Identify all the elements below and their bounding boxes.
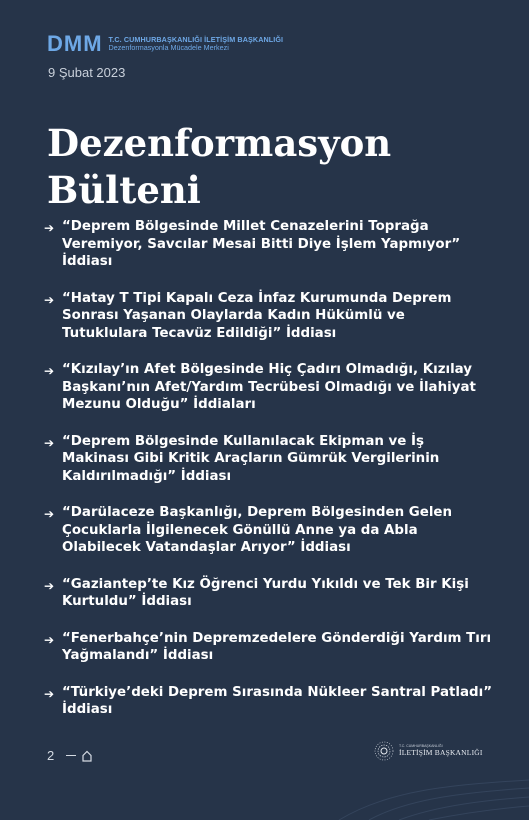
divider — [66, 755, 76, 756]
org-line-1: T.C. CUMHURBAŞKANLIĞI İLETİŞİM BAŞKANLIĞI — [108, 35, 284, 45]
iletisim-logo — [374, 741, 483, 761]
arrow-icon: ➔ — [44, 292, 55, 307]
arrow-icon: ➔ — [44, 578, 55, 593]
arrow-icon: ➔ — [44, 221, 55, 235]
claim-item — [44, 630, 504, 665]
page-footer-nav — [47, 748, 92, 763]
title-line-2: Bülteni — [47, 168, 201, 212]
page-number: 2 — [47, 748, 55, 763]
bulletin-date: 9 Şubat 2023 — [48, 65, 126, 80]
seal-icon — [374, 741, 394, 761]
dmm-logo: DMM — [47, 31, 103, 56]
claim-item — [44, 218, 504, 271]
decorative-wave — [329, 760, 529, 820]
org-line-2: Dezenformasyonla Mücadele Merkezi — [108, 43, 229, 52]
claim-text: “Kızılay’ın Afet Bölgesinde Hiç Çadırı Olmadığı, Kızılay Başkanı’nın Afet/Yardım Tecrübesi Olmadığı ve İlahiyat Mezunu Olduğu” İddiaları — [62, 362, 476, 412]
arrow-icon: ➔ — [44, 507, 55, 521]
header — [47, 33, 283, 55]
claim-item — [44, 576, 504, 611]
claim-text: “Gaziantep’te Kız Öğrenci Yurdu Yıkıldı ve Tek Bir Kişi Kurtuldu” İddiası — [62, 576, 469, 609]
arrow-icon: ➔ — [44, 364, 55, 378]
footer-org-name: İLETİŞİM BAŞKANLIĞI — [399, 747, 483, 757]
claim-item — [44, 290, 504, 343]
claim-item — [44, 504, 504, 557]
arrow-icon: ➔ — [44, 632, 55, 647]
claim-text: “Deprem Bölgesinde Kullanılacak Ekipman ve İş Makinası Gibi Kritik Araçların Gümrük Vergilerinin Kaldırılmadığı” İddiası — [62, 433, 440, 484]
page-title — [47, 120, 391, 214]
claim-item — [44, 684, 504, 719]
arrow-icon: ➔ — [44, 686, 55, 701]
claims-list — [44, 218, 504, 719]
title-line-1: Dezenformasyon — [47, 121, 392, 165]
claim-text: “Fenerbahçe’nin Depremzedelere Gönderdiği Yardım Tırı Yağmalandı” İddiası — [62, 630, 492, 663]
claim-item — [44, 433, 504, 486]
arrow-icon: ➔ — [44, 435, 55, 450]
home-icon[interactable] — [82, 750, 92, 762]
claim-text: “Hatay T Tipi Kapalı Ceza İnfaz Kurumunda Deprem Sonrası Yaşanan Olaylarda Kadın Hükümlü ve Tutuklulara Tecavüz Edildiği” İddiası — [62, 290, 452, 341]
header-org-text — [109, 36, 284, 51]
claim-item — [44, 361, 504, 414]
claim-text: “Darülaceze Başkanlığı, Deprem Bölgesinden Gelen Çocuklarla İlgilenecek Gönüllü Anne ya da Abla Olabilecek Vatandaşlar Arıyor” İddiası — [62, 505, 453, 555]
footer-org-small: T.C. CUMHURBAŞKANLIĞI — [399, 743, 443, 748]
claim-text: “Deprem Bölgesinde Millet Cenazelerini Toprağa Veremiyor, Savcılar Mesai Bitti Diye İşlem Yapmıyor” İddiası — [62, 219, 461, 269]
claim-text: “Türkiye’deki Deprem Sırasında Nükleer Santral Patladı” İddiası — [62, 684, 493, 717]
